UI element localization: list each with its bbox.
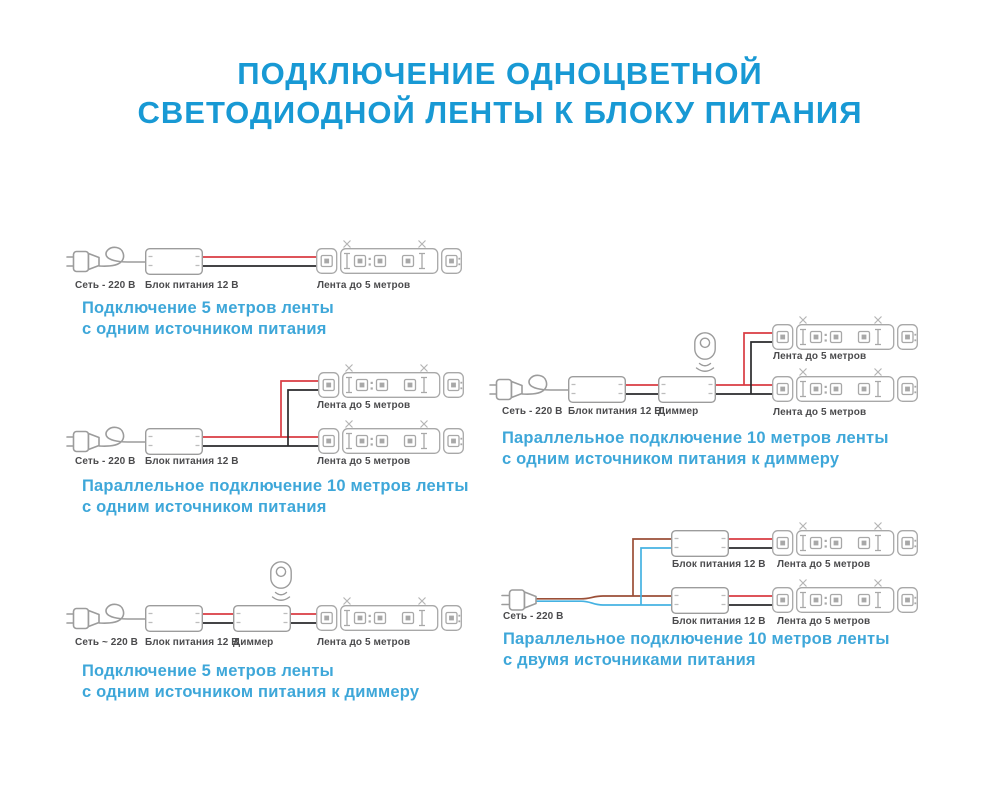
caption: [82, 298, 334, 340]
psu-label: Блок питания 12 В: [568, 406, 662, 417]
plug-icon: [67, 427, 145, 451]
mains-label: Сеть - 220 В: [75, 456, 136, 467]
wire-brown: [536, 596, 673, 599]
wire-red: [744, 333, 776, 385]
plug-icon: [67, 247, 145, 271]
caption-line2: с одним источником питания: [82, 320, 327, 338]
mains-label: Сеть - 220 В: [502, 406, 563, 417]
remote-icon: [271, 562, 291, 600]
psu-label: Блок питания 12 В: [672, 616, 766, 627]
led-strip: [317, 241, 462, 274]
caption-line2: с двумя источниками питания: [503, 651, 756, 669]
remote-icon: [695, 333, 715, 371]
psu-label: Блок питания 12 В: [672, 559, 766, 570]
dimmer-label: Диммер: [233, 637, 274, 648]
caption-line1: Подключение 5 метров ленты: [82, 662, 334, 680]
dimmer-box: [234, 606, 291, 632]
caption-line2: с одним источником питания: [82, 498, 327, 516]
strip-label: Лента до 5 метров: [773, 351, 867, 362]
led-strip: [773, 580, 918, 613]
strip-label: Лента до 5 метров: [317, 400, 411, 411]
psu-label: Блок питания 12 В: [145, 456, 239, 467]
strip-label: Лента до 5 метров: [773, 407, 867, 418]
led-strip: [319, 421, 464, 454]
dimmer-label: Диммер: [658, 406, 699, 417]
diagram-4-graphic: [490, 314, 920, 414]
diagram-2-graphic: [63, 363, 483, 464]
strip-label: Лента до 5 метров: [317, 637, 411, 648]
caption: [82, 476, 469, 518]
caption-line1: Подключение 5 метров ленты: [82, 299, 334, 317]
psu-label: Блок питания 12 В: [145, 637, 239, 648]
diagram-5-graphic: [495, 520, 925, 625]
caption-line2: с одним источником питания к диммеру: [502, 450, 840, 468]
caption-line1: Параллельное подключение 10 метров ленты: [503, 630, 890, 648]
page-title-line2: СВЕТОДИОДНОЙ ЛЕНТЫ К БЛОКУ ПИТАНИЯ: [137, 95, 863, 130]
caption: [82, 661, 419, 703]
led-strip: [773, 523, 918, 556]
psu-label: Блок питания 12 В: [145, 280, 239, 291]
psu-box: [672, 588, 729, 614]
mains-label: Сеть - 220 В: [75, 280, 136, 291]
diagram-3-graphic: [63, 555, 483, 645]
caption-line2: с одним источником питания к диммеру: [82, 683, 420, 701]
wire-blue: [536, 601, 673, 605]
led-strip: [317, 598, 462, 631]
strip-label: Лента до 5 метров: [777, 559, 871, 570]
caption-line1: Параллельное подключение 10 метров ленты: [502, 429, 889, 447]
psu-box: [146, 429, 203, 455]
psu-box: [146, 249, 203, 275]
led-strip: [319, 365, 464, 398]
led-strip: [773, 317, 918, 350]
mains-label: Сеть - 220 В: [503, 611, 564, 622]
caption-line1: Параллельное подключение 10 метров ленты: [82, 477, 469, 495]
led-strip: [773, 369, 918, 402]
plug-icon: [502, 590, 536, 610]
caption: [503, 629, 890, 671]
page-title-line1: ПОДКЛЮЧЕНИЕ ОДНОЦВЕТНОЙ: [237, 56, 763, 91]
psu-box: [672, 531, 729, 557]
page-title: [0, 54, 1000, 132]
strip-label: Лента до 5 метров: [317, 280, 411, 291]
plug-icon: [490, 375, 568, 399]
strip-label: Лента до 5 метров: [777, 616, 871, 627]
psu-box: [146, 606, 203, 632]
caption: [502, 428, 889, 470]
mains-label: Сеть ~ 220 В: [75, 637, 138, 648]
dimmer-box: [659, 377, 716, 403]
plug-icon: [67, 604, 145, 628]
strip-label: Лента до 5 метров: [317, 456, 411, 467]
psu-box: [569, 377, 626, 403]
